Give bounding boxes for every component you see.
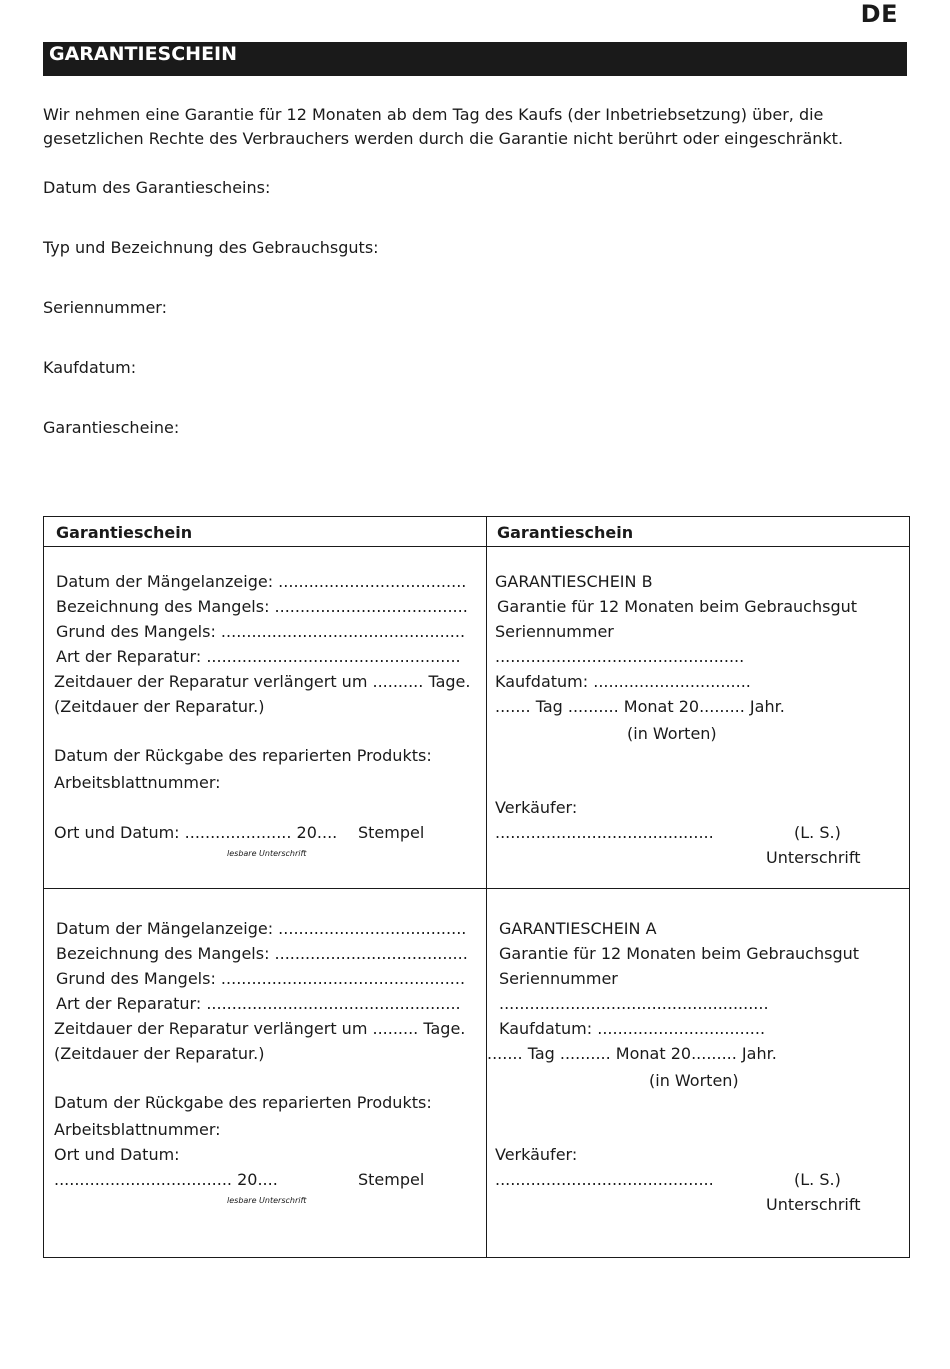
return-date-line: Datum der Rückgabe des reparierten Produkts: (54, 746, 432, 765)
column-divider (486, 517, 487, 1257)
repair-type-line: Art der Reparatur: .................................................. (56, 647, 461, 666)
repair-extension-line: Zeitdauer der Reparatur verlängert um ......... Tage. (54, 1019, 466, 1038)
field-date: Datum des Garantiescheins: (43, 178, 271, 197)
complaint-date-line: Datum der Mängelanzeige: ..................................... (56, 572, 467, 591)
card-title: GARANTIESCHEIN B (495, 572, 653, 591)
header-right: Garantieschein (497, 523, 634, 542)
row-divider (44, 888, 909, 889)
header-left: Garantieschein (56, 523, 193, 542)
worksheet-number-line: Arbeitsblattnummer: (54, 1120, 221, 1139)
in-words-note: (in Worten) (627, 724, 717, 743)
warranty-period-line: Garantie für 12 Monaten beim Gebrauchsgut (497, 597, 858, 616)
seller-dots: ........................................... (495, 823, 714, 842)
defect-name-line: Bezeichnung des Mangels: ...................................... (56, 597, 468, 616)
defect-reason-line: Grund des Mangels: ................................................ (56, 969, 466, 988)
seller-dots: ........................................... (495, 1170, 714, 1189)
stamp-label: Stempel (358, 823, 425, 842)
intro-text: Wir nehmen eine Garantie für 12 Monaten ab dem Tag des Kaufs (der Inbetriebsetzung) über, die gesetzlichen Rechte des Verbrauchers werden durch die Garantie nicht berührt oder eingeschränkt. (43, 105, 844, 148)
card-title: GARANTIESCHEIN A (499, 919, 657, 938)
signature-label: Unterschrift (766, 1195, 861, 1214)
seller-label: Verkäufer: (495, 1145, 578, 1164)
signature-label: Unterschrift (766, 848, 861, 867)
field-purchase-date: Kaufdatum: (43, 358, 137, 377)
place-date-label: Ort und Datum: (54, 1145, 180, 1164)
repair-extension-line: Zeitdauer der Reparatur verlängert um .......... Tage. (54, 672, 471, 691)
repair-duration-note: (Zeitdauer der Reparatur.) (54, 1044, 265, 1063)
seller-label: Verkäufer: (495, 798, 578, 817)
day-month-year-line: ....... Tag .......... Monat 20......... Jahr. (495, 697, 785, 716)
serial-label: Seriennummer (499, 969, 618, 988)
place-date-line: Ort und Datum: ..................... 20.... (54, 823, 338, 842)
stamp-label: Stempel (358, 1170, 425, 1189)
purchase-date-line: Kaufdatum: ............................... (495, 672, 751, 691)
serial-label: Seriennummer (495, 622, 614, 641)
header-divider (44, 546, 909, 547)
seal-label: (L. S.) (794, 823, 841, 842)
repair-duration-note: (Zeitdauer der Reparatur.) (54, 697, 265, 716)
warranty-table (43, 516, 910, 1258)
signature-caption: lesbare Unterschrift (227, 1196, 307, 1205)
language-code: DE (860, 0, 898, 28)
field-warranty-cards: Garantiescheine: (43, 418, 180, 437)
signature-caption: lesbare Unterschrift (227, 849, 307, 858)
repair-type-line: Art der Reparatur: .................................................. (56, 994, 461, 1013)
field-type: Typ und Bezeichnung des Gebrauchsguts: (43, 238, 379, 257)
worksheet-number-line: Arbeitsblattnummer: (54, 773, 221, 792)
day-month-year-line: ....... Tag .......... Monat 20......... Jahr. (487, 1044, 777, 1063)
seal-label: (L. S.) (794, 1170, 841, 1189)
in-words-note: (in Worten) (649, 1071, 739, 1090)
serial-dots: ................................................. (495, 647, 745, 666)
field-serial: Seriennummer: (43, 298, 167, 317)
defect-name-line: Bezeichnung des Mangels: ...................................... (56, 944, 468, 963)
serial-dots: ..................................................... (499, 994, 769, 1013)
defect-reason-line: Grund des Mangels: ................................................ (56, 622, 466, 641)
page-title: GARANTIESCHEIN (43, 42, 907, 76)
place-date-dots: ................................... 20.... (54, 1170, 278, 1189)
purchase-date-line: Kaufdatum: ................................. (499, 1019, 766, 1038)
warranty-period-line: Garantie für 12 Monaten beim Gebrauchsgut (499, 944, 860, 963)
complaint-date-line: Datum der Mängelanzeige: ..................................... (56, 919, 467, 938)
return-date-line: Datum der Rückgabe des reparierten Produkts: (54, 1093, 432, 1112)
